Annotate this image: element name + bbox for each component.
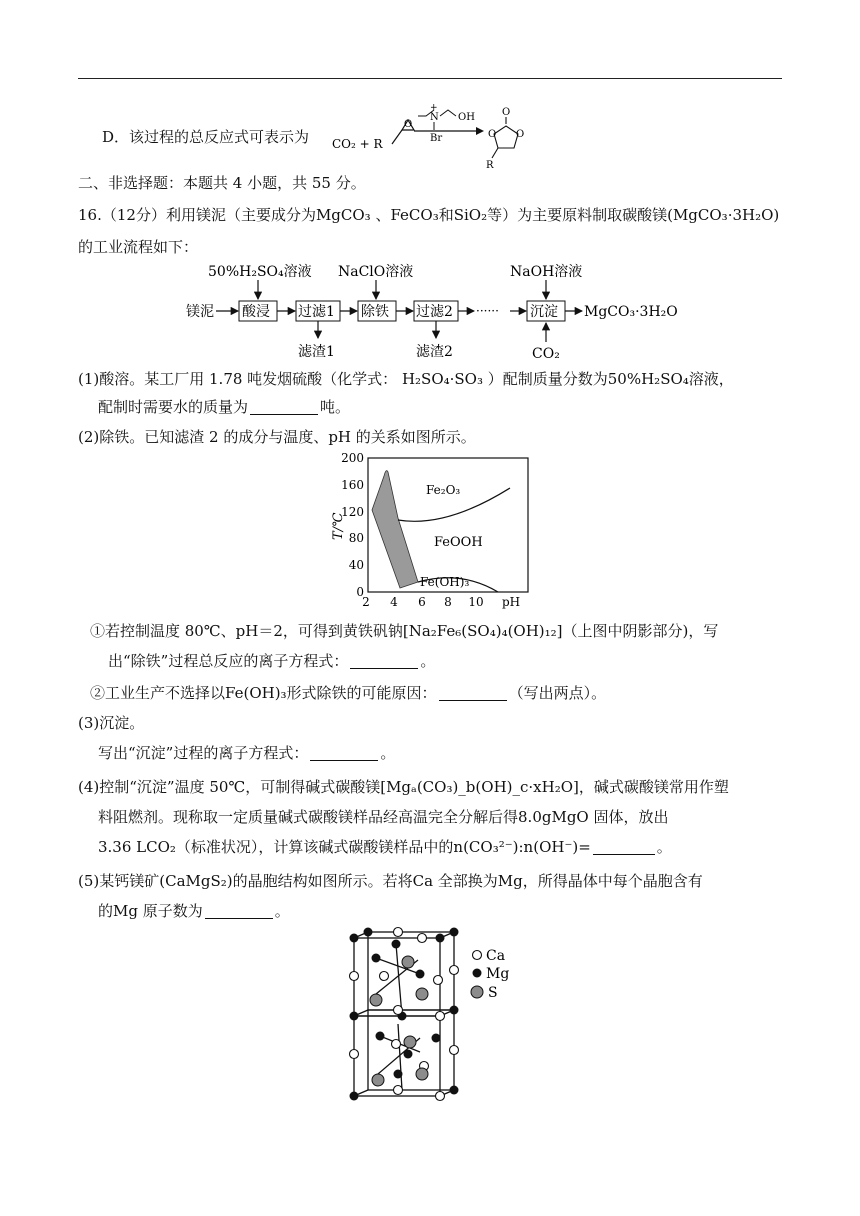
region-feooh: FeOOH [434,535,483,550]
residue1: 滤渣1 [298,344,335,360]
catalyst-oh: OH [458,112,475,123]
product-r: R [486,160,494,171]
option-d-text: D．该过程的总反应式可表示为 [102,128,310,146]
epoxide-o: O [404,119,413,130]
q16-part2-1a: ①若控制温度 80℃、pH＝2，可得到黄铁矾钠[Na₂Fe₆(SO₄)₄(OH)₁₂]（上图中阴影部分)，写 [90,622,719,640]
q16-part2: (2)除铁。已知滤渣 2 的成分与温度、pH 的关系如图所示。 [78,428,476,446]
q16-part4b: 料阻燃剂。现称取一定质量碱式碳酸镁样品经高温完全分解后得8.0gMgO 固体，放出 [98,808,669,826]
q16-part3b: 写出“沉淀”过程的离子方程式： 。 [98,744,396,762]
svg-text:10: 10 [468,595,484,609]
svg-text:O: O [516,129,525,140]
svg-text:200: 200 [341,451,364,465]
svg-text:120: 120 [341,505,364,519]
svg-text:4: 4 [390,595,398,609]
answer-blank[interactable] [593,838,655,855]
reagent-acid: 50%H₂SO₄溶液 [208,264,312,280]
answer-blank[interactable] [439,684,507,701]
svg-text:O: O [488,129,497,140]
crystal-cell-diagram [340,924,530,1114]
shaded-region [372,471,418,588]
svg-text:N: N [430,112,439,123]
s-legend-icon [471,986,483,998]
q16-part5a: (5)某钙镁矿(CaMgS₂)的晶胞结构如图所示。若将Ca 全部换为Mg，所得晶体中每个晶胞含有 [78,872,703,890]
legend-ca: Ca [486,948,506,964]
answer-blank[interactable] [350,652,418,669]
section-heading: 二、非选择题：本题共 4 小题，共 55 分。 [78,174,366,192]
reagent-naoh: NaOH溶液 [510,264,583,280]
ca-legend-icon [473,951,482,960]
flow-start: 镁泥 [186,304,214,320]
mg-legend-icon [473,969,482,978]
svg-text:8: 8 [444,595,452,609]
reactant-text: CO₂ + R [332,137,383,151]
q16-line1: 16.（12分）利用镁泥（主要成分为MgCO₃ 、FeCO₃和SiO₂等）为主要原料制取碳酸镁(MgCO₃·3H₂O) [78,206,780,224]
carbonate-icon [486,107,524,171]
phase-diagram [326,448,536,614]
process-flow-diagram [180,258,700,364]
svg-text:2: 2 [362,595,370,609]
answer-blank[interactable] [250,398,318,415]
flow-product: MgCO₃·3H₂O [584,304,678,320]
svg-text:O: O [502,107,511,118]
svg-text:过滤1: 过滤1 [298,304,335,320]
svg-text:沉淀: 沉淀 [530,304,558,320]
y-axis-label: T/℃ [331,512,346,540]
svg-text:过滤2: 过滤2 [416,304,453,320]
q16-line2: 的工业流程如下： [78,238,199,256]
svg-text:40: 40 [348,558,364,572]
q16-part4c: 3.36 LCO₂（标准状况），计算该碱式碳酸镁样品中的n(CO₃²⁻):n(OH⁻)= 。 [98,838,672,856]
epoxide-icon [392,119,414,144]
svg-text:160: 160 [341,478,364,492]
q16-part2-1b: 出“除铁”过程总反应的离子方程式： 。 [108,652,436,670]
svg-text:酸浸: 酸浸 [242,304,270,320]
residue2: 滤渣2 [416,344,453,360]
svg-text:6: 6 [418,595,426,609]
cell-legend [471,948,509,1001]
legend-mg: Mg [486,966,510,982]
svg-text:80: 80 [348,531,364,545]
catalyst-plus: + [430,104,438,113]
q16-part1a: (1)酸溶。某工厂用 1.78 吨发烟硫酸（化学式： H₂SO₄·SO₃ ）配制质量分数为50%H₂SO₄溶液， [78,370,734,388]
q16-part3: (3)沉淀。 [78,714,145,732]
q16-part1b: 配制时需要水的质量为 吨。 [98,398,351,416]
reaction-scheme [330,104,560,172]
region-fe2o3: Fe₂O₃ [426,483,461,497]
q16-part4a: (4)控制“沉淀”温度 50℃，可制得碱式碳酸镁[Mgₐ(CO₃)_b(OH)_c·xH₂O]，碱式碳酸镁常用作塑 [78,778,729,796]
catalyst-br: Br [430,133,443,144]
header-rule [78,78,782,79]
q16-part2-2: ②工业生产不选择以Fe(OH)₃形式除铁的可能原因： （写出两点）。 [90,684,607,702]
answer-blank[interactable] [310,744,378,761]
co2-label: CO₂ [532,346,560,362]
legend-s: S [488,985,498,1001]
catalyst-icon [418,104,475,144]
answer-blank[interactable] [205,902,273,919]
svg-text:0: 0 [356,585,364,599]
x-axis-label: pH [502,595,521,609]
q16-part5b: 的Mg 原子数为 。 [98,902,290,920]
region-feoh3: Fe(OH)₃ [420,575,470,589]
reagent-naclo: NaClO溶液 [338,264,414,280]
svg-text:除铁: 除铁 [361,304,389,320]
svg-text:······: ······ [476,304,499,318]
